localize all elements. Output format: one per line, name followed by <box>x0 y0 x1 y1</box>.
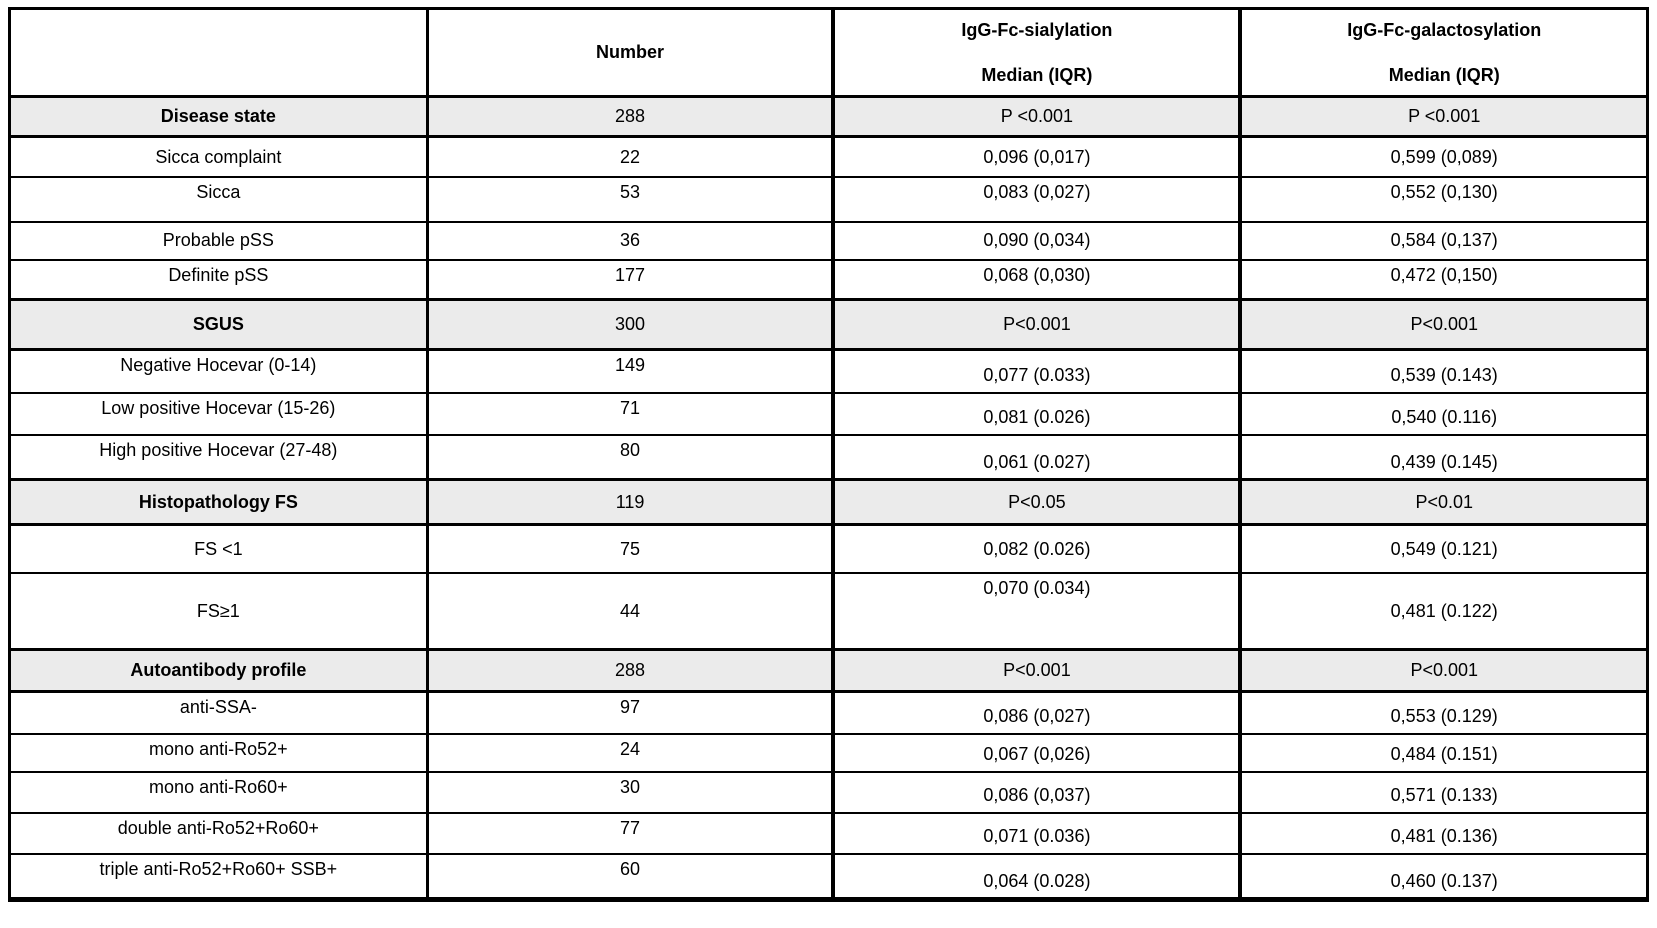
header-number-cell: Number <box>427 9 833 97</box>
header-galactosylation-title: IgG-Fc-galactosylation <box>1347 20 1542 40</box>
number-cell: 24 <box>427 734 833 772</box>
galactosylation-cell: 0,549 (0.121) <box>1240 525 1647 573</box>
table-row <box>10 525 1648 573</box>
number-cell: 77 <box>427 813 833 854</box>
section-header-row-sgus <box>10 300 1648 350</box>
table-row <box>10 222 1648 260</box>
number-cell: 30 <box>427 772 833 813</box>
row-label-cell: Definite pSS <box>10 260 428 300</box>
section-number: 119 <box>427 480 833 525</box>
galactosylation-cell: 0,484 (0.151) <box>1240 734 1647 772</box>
sialylation-cell: 0,061 (0.027) <box>833 435 1240 480</box>
sialylation-cell: 0,071 (0.036) <box>833 813 1240 854</box>
row-label-cell: double anti-Ro52+Ro60+ <box>10 813 428 854</box>
number-cell: 36 <box>427 222 833 260</box>
galactosylation-cell: 0,584 (0,137) <box>1240 222 1647 260</box>
section-sialylation-pvalue: P<0.001 <box>833 650 1240 692</box>
number-cell: 177 <box>427 260 833 300</box>
header-sialylation-subtitle: Median (IQR) <box>981 64 1093 85</box>
header-galactosylation-cell <box>1240 9 1647 97</box>
row-label-cell: Sicca complaint <box>10 137 428 177</box>
table-row <box>10 435 1648 480</box>
number-cell: 80 <box>427 435 833 480</box>
table-row <box>10 393 1648 435</box>
section-label: Histopathology FS <box>10 480 428 525</box>
galactosylation-cell: 0,571 (0.133) <box>1240 772 1647 813</box>
section-sialylation-pvalue: P<0.05 <box>833 480 1240 525</box>
galactosylation-cell: 0,439 (0.145) <box>1240 435 1647 480</box>
galactosylation-cell: 0,553 (0.129) <box>1240 692 1647 734</box>
table-row <box>10 350 1648 393</box>
table-row <box>10 260 1648 300</box>
row-label-cell: High positive Hocevar (27-48) <box>10 435 428 480</box>
number-cell: 60 <box>427 854 833 900</box>
section-label: Disease state <box>10 97 428 137</box>
row-label-cell: Sicca <box>10 177 428 222</box>
sialylation-cell: 0,067 (0,026) <box>833 734 1240 772</box>
table-row <box>10 813 1648 854</box>
section-number: 300 <box>427 300 833 350</box>
number-cell: 75 <box>427 525 833 573</box>
number-cell: 53 <box>427 177 833 222</box>
header-empty-cell <box>10 9 428 97</box>
row-label-cell: mono anti-Ro52+ <box>10 734 428 772</box>
table-row <box>10 137 1648 177</box>
table-row <box>10 734 1648 772</box>
sialylation-cell: 0,083 (0,027) <box>833 177 1240 222</box>
sialylation-cell: 0,077 (0.033) <box>833 350 1240 393</box>
row-label-cell: FS≥1 <box>10 573 428 650</box>
sialylation-cell: 0,090 (0,034) <box>833 222 1240 260</box>
section-sialylation-pvalue: P<0.001 <box>833 300 1240 350</box>
table-row <box>10 854 1648 900</box>
section-header-row-histopathology <box>10 480 1648 525</box>
sialylation-cell: 0,068 (0,030) <box>833 260 1240 300</box>
galactosylation-cell: 0,481 (0.136) <box>1240 813 1647 854</box>
table-row <box>10 177 1648 222</box>
section-galactosylation-pvalue: P<0.001 <box>1240 300 1647 350</box>
section-label: Autoantibody profile <box>10 650 428 692</box>
sialylation-cell: 0,070 (0.034) <box>833 573 1240 650</box>
number-cell: 22 <box>427 137 833 177</box>
header-sialylation-cell <box>833 9 1240 97</box>
header-galactosylation-subtitle: Median (IQR) <box>1388 64 1500 85</box>
number-cell: 97 <box>427 692 833 734</box>
section-number: 288 <box>427 97 833 137</box>
section-galactosylation-pvalue: P<0.01 <box>1240 480 1647 525</box>
galactosylation-cell: 0,460 (0.137) <box>1240 854 1647 900</box>
row-label-cell: triple anti-Ro52+Ro60+ SSB+ <box>10 854 428 900</box>
sialylation-cell: 0,064 (0.028) <box>833 854 1240 900</box>
header-sialylation-title: IgG-Fc-sialylation <box>961 20 1113 40</box>
table-row <box>10 573 1648 650</box>
number-cell: 149 <box>427 350 833 393</box>
row-label-cell: Negative Hocevar (0-14) <box>10 350 428 393</box>
section-number: 288 <box>427 650 833 692</box>
table-row <box>10 692 1648 734</box>
sialylation-cell: 0,082 (0.026) <box>833 525 1240 573</box>
galactosylation-cell: 0,552 (0,130) <box>1240 177 1647 222</box>
row-label-cell: Low positive Hocevar (15-26) <box>10 393 428 435</box>
section-header-row-autoantibody <box>10 650 1648 692</box>
table-header-row <box>10 9 1648 97</box>
sialylation-cell: 0,081 (0.026) <box>833 393 1240 435</box>
galactosylation-cell: 0,539 (0.143) <box>1240 350 1647 393</box>
section-sialylation-pvalue: P <0.001 <box>833 97 1240 137</box>
sialylation-cell: 0,086 (0,027) <box>833 692 1240 734</box>
sialylation-cell: 0,086 (0,037) <box>833 772 1240 813</box>
table-row <box>10 772 1648 813</box>
galactosylation-cell: 0,481 (0.122) <box>1240 573 1647 650</box>
galactosylation-cell: 0,599 (0,089) <box>1240 137 1647 177</box>
section-galactosylation-pvalue: P <0.001 <box>1240 97 1647 137</box>
row-label-cell: anti-SSA- <box>10 692 428 734</box>
section-header-row-disease-state <box>10 97 1648 137</box>
row-label-cell: FS <1 <box>10 525 428 573</box>
row-label-cell: Probable pSS <box>10 222 428 260</box>
number-cell: 44 <box>427 573 833 650</box>
section-galactosylation-pvalue: P<0.001 <box>1240 650 1647 692</box>
section-label: SGUS <box>10 300 428 350</box>
galactosylation-cell: 0,472 (0,150) <box>1240 260 1647 300</box>
galactosylation-cell: 0,540 (0.116) <box>1240 393 1647 435</box>
number-cell: 71 <box>427 393 833 435</box>
row-label-cell: mono anti-Ro60+ <box>10 772 428 813</box>
sialylation-cell: 0,096 (0,017) <box>833 137 1240 177</box>
glycosylation-results-table <box>8 7 1649 902</box>
